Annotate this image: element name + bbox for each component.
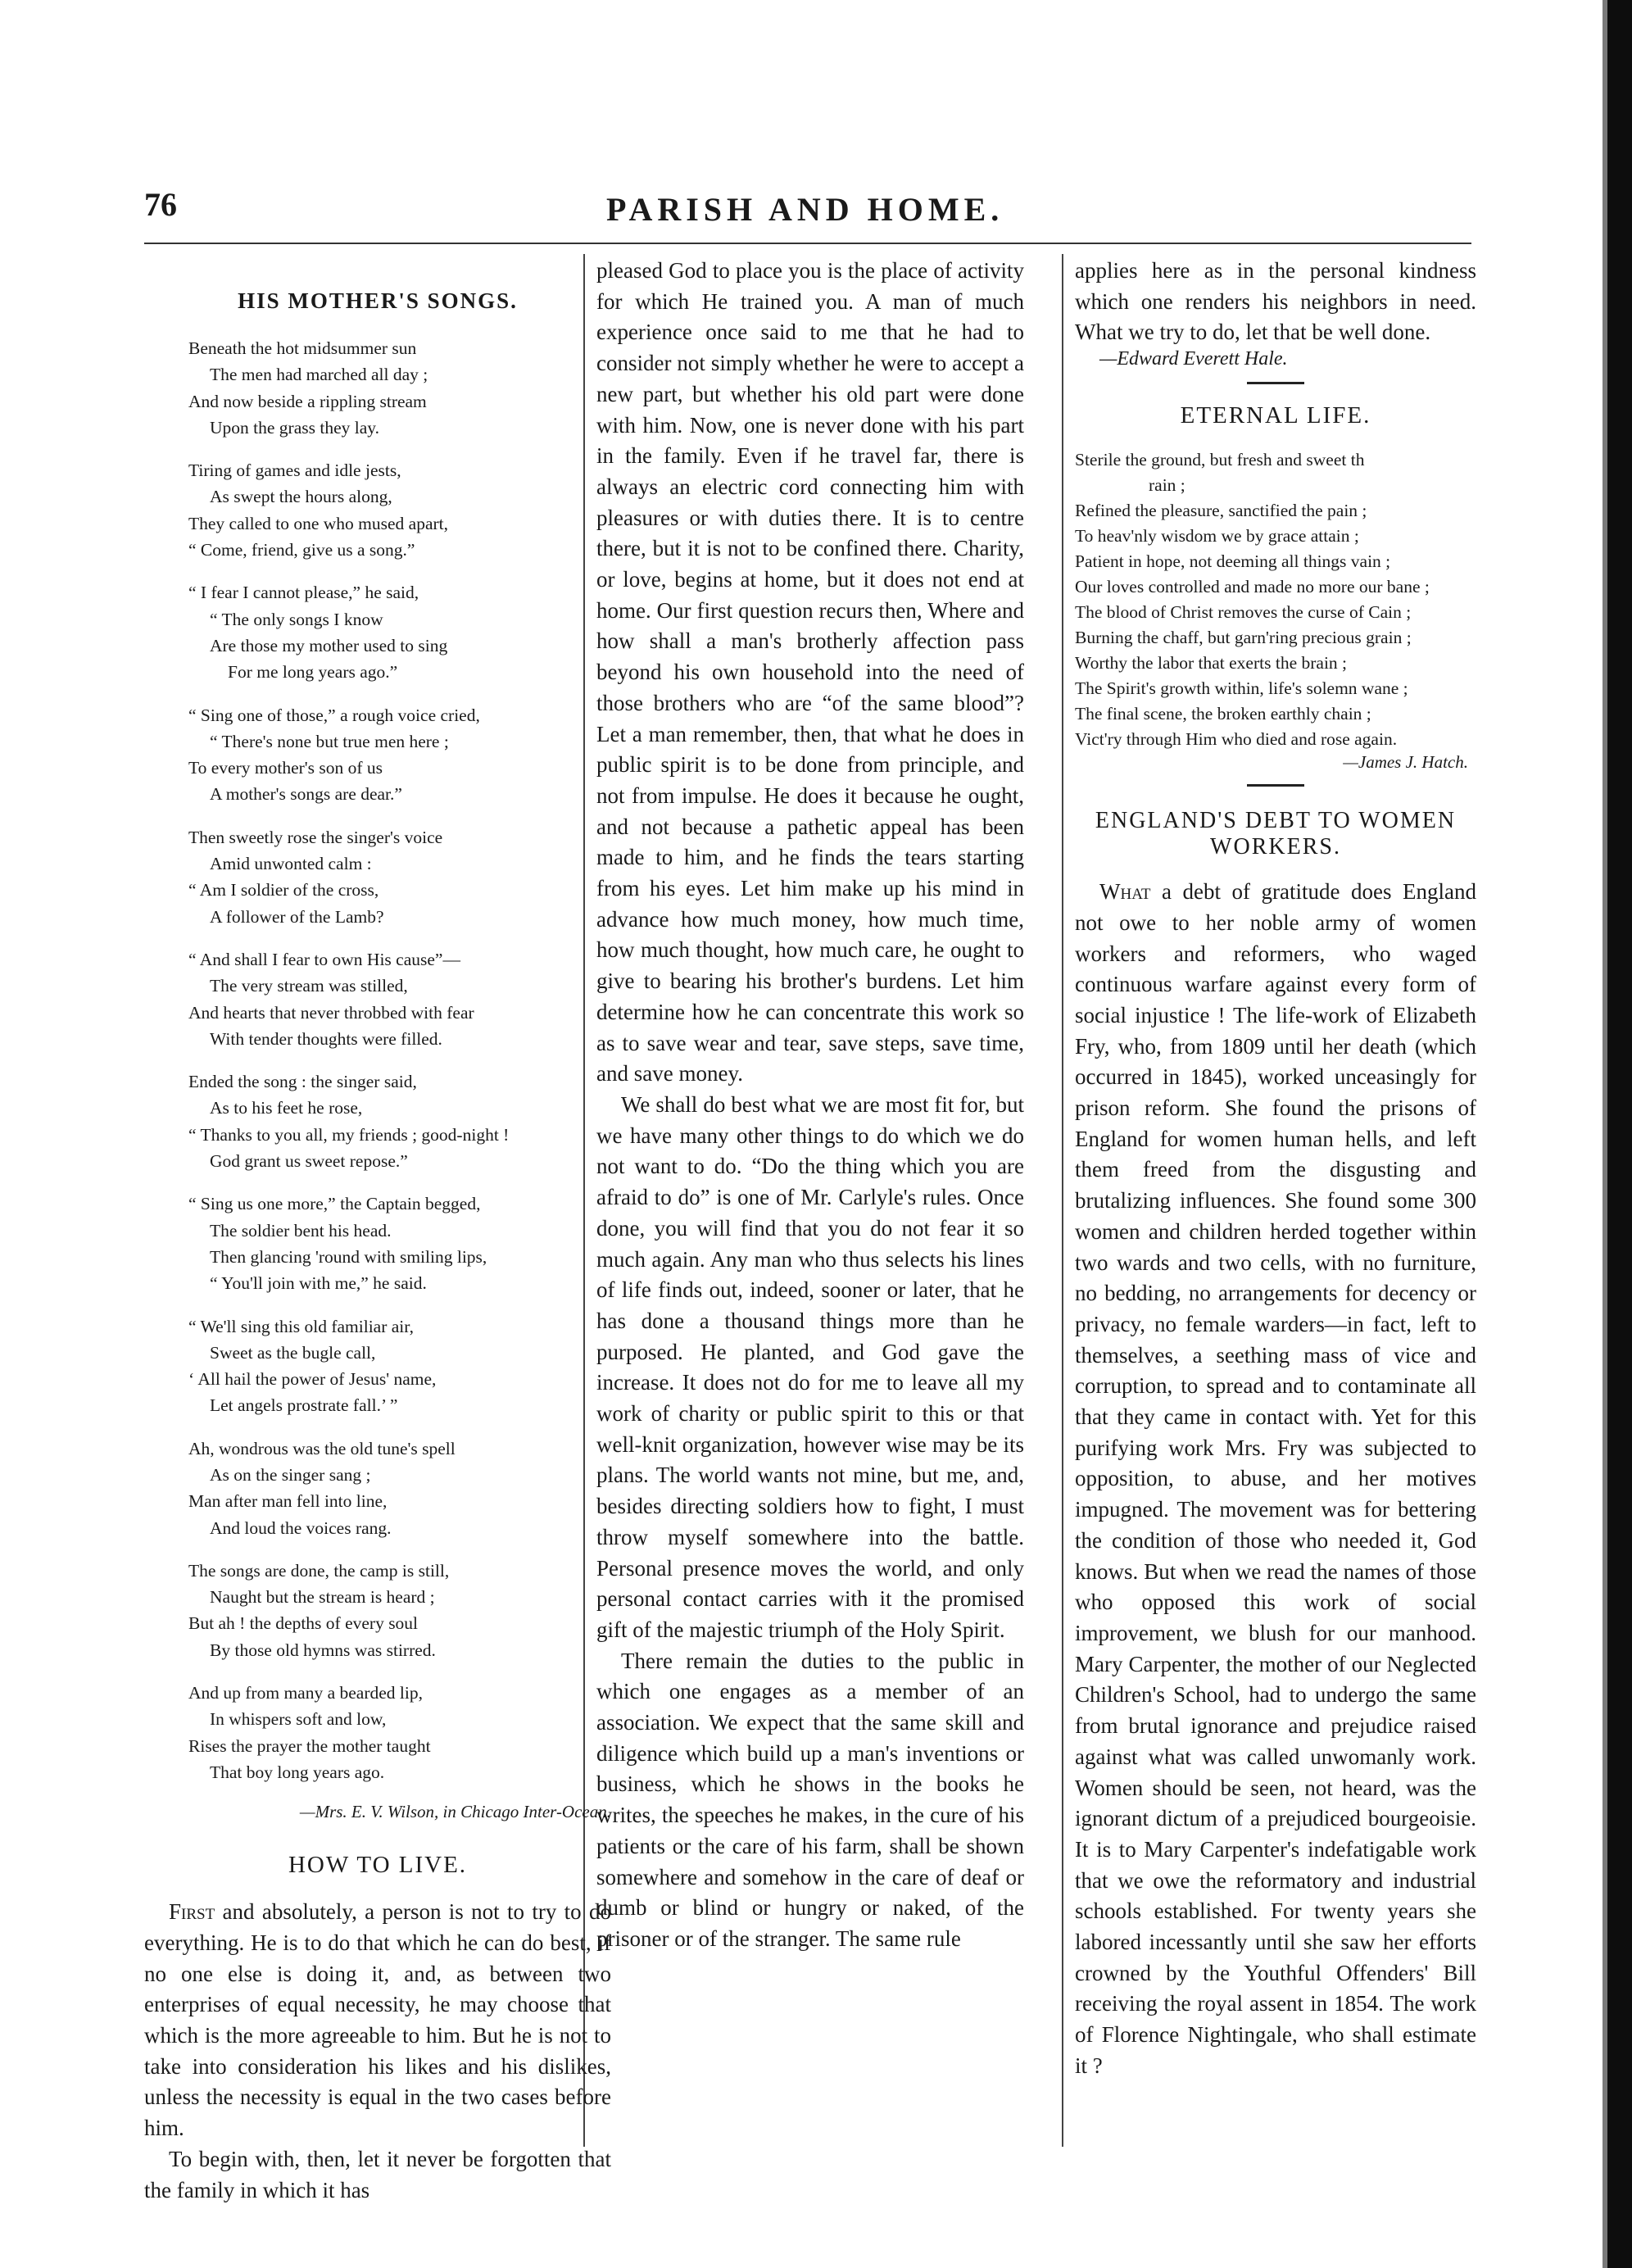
- verse-line: And now beside a rippling stream: [188, 391, 427, 411]
- verse-line: Beneath the hot midsummer sun: [188, 338, 417, 358]
- verse-line: “ Come, friend, give us a song.”: [188, 540, 415, 560]
- verse-line: The very stream was stilled,: [210, 976, 408, 996]
- paragraph: applies here as in the personal kindness which one renders his neighbors in need. What we try to do, let that be well done.: [1075, 258, 1476, 345]
- verse-line: The songs are done, the camp is still,: [188, 1560, 450, 1581]
- paragraph: To begin with, then, let it never be forgotten that the family in which it has: [144, 2146, 611, 2202]
- verse-line: Are those my mother used to sing: [210, 635, 448, 655]
- verse-line: Let angels prostrate fall.’ ”: [210, 1395, 398, 1416]
- verse-line: God grant us sweet repose.”: [210, 1151, 408, 1172]
- verse-line: Upon the grass they lay.: [210, 417, 379, 438]
- section-title-englands-debt-line-2: WORKERS.: [1210, 834, 1341, 860]
- header-rule: [144, 243, 1471, 244]
- verse-line: As to his feet he rose,: [210, 1098, 363, 1118]
- stanza: [188, 946, 611, 1052]
- poem-attribution: —Mrs. E. V. Wilson, in Chicago Inter-Ocean.: [299, 1802, 611, 1822]
- verse-line: In whispers soft and low,: [210, 1709, 387, 1730]
- page-edge-border: [1607, 0, 1632, 2268]
- stanza: [188, 702, 611, 808]
- verse-line: “ Am I soldier of the cross,: [188, 880, 379, 900]
- stanza: [188, 335, 611, 441]
- verse-line: By those old hymns was stirred.: [210, 1640, 436, 1660]
- poem-body: [1075, 447, 1476, 752]
- drop-lead-word: First: [169, 1899, 215, 1925]
- verse-line: Burning the chaff, but garn'ring precious grain ;: [1075, 628, 1412, 648]
- verse-line: As on the singer sang ;: [210, 1464, 371, 1485]
- paragraph: and absolutely, a person is not to try to do everything. He is to do that which he can do best, if no one else is doing it, and, as between two enterprises of equal necessity, he may choose that which is the more agreeable to him. But he is not to take into consideration his likes and his dislikes, unless the necessity is equal in the two cases before him.: [144, 1899, 611, 2141]
- verse-line: Sterile the ground, but fresh and sweet th: [1075, 450, 1365, 470]
- verse-line: Sweet as the bugle call,: [210, 1342, 376, 1363]
- verse-line: But ah ! the depths of every soul: [188, 1613, 419, 1634]
- column-1: [144, 262, 611, 2206]
- verse-line: “ Sing us one more,” the Captain begged,: [188, 1194, 481, 1214]
- verse-line: To every mother's son of us: [188, 758, 383, 778]
- verse-line: Then sweetly rose the singer's voice: [188, 827, 443, 847]
- section-title-how-to-live: HOW TO LIVE.: [288, 1852, 468, 1879]
- verse-line: “ We'll sing this old familiar air,: [188, 1316, 414, 1336]
- verse-line: With tender thoughts were filled.: [210, 1028, 442, 1049]
- poem-title-eternal-life: ETERNAL LIFE.: [1180, 402, 1371, 429]
- verse-line: Ended the song : the singer said,: [188, 1072, 417, 1092]
- verse-line: And hearts that never throbbed with fear: [188, 1002, 474, 1023]
- verse-line: Patient in hope, not deeming all things vain ;: [1075, 551, 1391, 572]
- drop-lead-word: What: [1099, 879, 1151, 905]
- poem-eternal-life: [1075, 402, 1476, 773]
- verse-line: The Spirit's growth within, life's solemn wane ;: [1075, 678, 1408, 699]
- stanza: [188, 824, 611, 930]
- verse-line: “ The only songs I know: [210, 609, 383, 629]
- verse-line: “ You'll join with me,” he said.: [210, 1273, 427, 1294]
- stanza: [188, 1558, 611, 1663]
- poem-attribution: —James J. Hatch.: [1343, 752, 1468, 773]
- stanza: [188, 1191, 611, 1296]
- poem-body: [144, 335, 611, 1785]
- verse-line: The blood of Christ removes the curse of Cain ;: [1075, 602, 1412, 623]
- verse-line: A follower of the Lamb?: [210, 906, 384, 927]
- verse-line: To heav'nly wisdom we by grace attain ;: [1075, 526, 1359, 547]
- verse-line: “ I fear I cannot please,” he said,: [188, 583, 419, 603]
- verse-line: Then glancing 'round with smiling lips,: [210, 1246, 487, 1267]
- section-title-englands-debt-line-1: ENGLAND'S DEBT TO WOMEN: [1095, 808, 1457, 834]
- verse-line: They called to one who mused apart,: [188, 513, 449, 533]
- verse-line: For me long years ago.”: [228, 662, 398, 683]
- separator-rule: [1247, 382, 1304, 384]
- stanza: [188, 1680, 611, 1785]
- column-2: [596, 256, 1024, 1955]
- paragraph: We shall do best what we are most fit for, but we have many other things to do which we do not want to do. “Do the thing which you are afraid to do” is one of Mr. Carlyle's rules. Once done, you will find that you do not fear it so much again. Any man who thus selects his lines of life finds out, indeed, sooner or later, that he has done a thousand things more than he purposed. He planted, and God gave the increase. It does not do for me to leave all my work of charity or public spirit to this or that well-knit organization, however wise may be its plans. The world wants not mine, but me, and, besides directing soldiers how to fight, I must throw myself somewhere into the battle. Personal presence moves the world, and only personal contact carries with it the promised gift of the majestic triumph of the Holy Spirit.: [596, 1091, 1024, 1642]
- verse-line: That boy long years ago.: [210, 1762, 385, 1782]
- verse-line: And loud the voices rang.: [210, 1517, 392, 1538]
- verse-line: Amid unwonted calm :: [210, 854, 372, 874]
- verse-line: A mother's songs are dear.”: [210, 784, 402, 805]
- stanza: [188, 457, 611, 563]
- verse-line: Ah, wondrous was the old tune's spell: [188, 1438, 456, 1458]
- verse-line: The soldier bent his head.: [210, 1220, 392, 1241]
- stanza: [188, 579, 611, 685]
- poem-title: HIS MOTHER'S SONGS.: [238, 288, 518, 313]
- verse-line: The final scene, the broken earthly chain ;: [1075, 704, 1371, 724]
- column-divider-2: [1062, 254, 1063, 2147]
- separator-rule: [1247, 784, 1304, 787]
- verse-line: As swept the hours along,: [210, 487, 392, 507]
- verse-line: “ There's none but true men here ;: [210, 731, 449, 751]
- verse-line: Man after man fell into line,: [188, 1491, 388, 1512]
- verse-line: Tiring of games and idle jests,: [188, 460, 401, 481]
- verse-line: Our loves controlled and made no more our bane ;: [1075, 577, 1430, 597]
- verse-line: Worthy the labor that exerts the brain ;: [1075, 653, 1348, 674]
- verse-line: Rises the prayer the mother taught: [188, 1735, 431, 1756]
- article-how-to-live-ending: [1075, 256, 1476, 348]
- stanza: [188, 1068, 611, 1174]
- verse-line: “ Thanks to you all, my friends ; good-night !: [188, 1124, 510, 1145]
- verse-line: “ Sing one of those,” a rough voice cried,: [188, 705, 480, 725]
- verse-line: ‘ All hail the power of Jesus' name,: [188, 1369, 437, 1390]
- column-3: [1075, 256, 1476, 2082]
- verse-line: “ And shall I fear to own His cause”—: [188, 949, 460, 969]
- paragraph: a debt of gratitude does England not owe to her noble army of women workers and reformers, who waged continuous warfare against every form of social injustice ! The life-work of Elizabeth Fry, who, from 1809 until her death (which occurred in 1845), worked unceasingly for prison reform. She found the prisons of England for women human hells, and left them freed from the disgusting and brutalizing influences. She found some 300 women and children herded together within two wards and two cells, with no furniture, no bedding, no arrangements for decency or privacy, no female warders—in fact, left to themselves, a seething mass of vice and corruption, to spread and to contaminate all that they came in contact with. Yet for this purifying work Mrs. Fry was subjected to opposition, to abuse, and her motives impugned. The movement was for bettering the condition of those who needed it, God knows. But when we read the names of those who opposed this work of social improvement, we blush for our manhood. Mary Carpenter, the mother of our Neglected Children's School, had to undergo the same from brutal ignorance and prejudice raised against what was called unwomanly work. Women should be seen, not heard, was the ignorant dictum of a prejudiced bourgeoisie. It is to Mary Carpenter's indefatigable work that we owe the reformatory and industrial schools established. For twenty years she labored incessantly until she saw her efforts crowned by the Youthful Offenders' Bill receiving the royal assent in 1854. The work of Florence Nightingale, who shall estimate it ?: [1075, 879, 1476, 2078]
- verse-line: Refined the pleasure, sanctified the pain ;: [1075, 501, 1367, 521]
- stanza: [188, 1436, 611, 1541]
- stanza: [188, 1313, 611, 1419]
- article-how-to-live-part-1: [144, 1897, 611, 2206]
- verse-line: The men had marched all day ;: [210, 365, 428, 385]
- page-title: PARISH AND HOME.: [606, 191, 1004, 228]
- article-attribution: —Edward Everett Hale.: [1099, 348, 1288, 370]
- article-how-to-live-part-2: [596, 256, 1024, 1955]
- paragraph: pleased God to place you is the place of activity for which He trained you. A man of much experience once said to me that he had to consider not simply whether he were to accept a new part, but whether his old part were done with him. Now, one is never done with his part in the family. Even if he travel far, there is always an electric cord connecting him with pleasures or with duties there. It is to centre there, but it is not to be confined there. Charity, or love, begins at home, but it does not end at home. Our first question recurs then, Where and how shall a man's brotherly affection pass beyond his own household into the need of those brothers who are “of the same blood”? Let a man remember, then, that what he does in public spirit is to be done from principle, and not from impulse. He does it because he ought, and not because a pathetic appeal has been made to him, and he finds the tears starting from his eyes. Let him make up his mind in advance how much money, how much time, how much thought, how much care, he ought to give to bearing his brother's burdens. Let him determine how he can concentrate this work so as to save wear and tear, save steps, save time, and save money.: [596, 258, 1024, 1086]
- verse-line: Naught but the stream is heard ;: [210, 1587, 435, 1608]
- page-number: 76: [144, 186, 177, 223]
- paragraph: There remain the duties to the public in which one engages as a member of an association. We expect that the same skill and diligence which build up a man's inventions or business, which he shows in the books he writes, the speeches he makes, in the cure of his patients or the care of his farm, shall be shown somewhere and somehow in the care of deaf or dumb or blind or hungry or naked, of the prisoner or of the stranger. The same rule: [596, 1648, 1024, 1951]
- verse-line: Vict'ry through Him who died and rose again.: [1075, 729, 1398, 750]
- article-englands-debt: [1075, 877, 1476, 2081]
- verse-line: rain ;: [1149, 475, 1185, 496]
- verse-line: And up from many a bearded lip,: [188, 1683, 423, 1703]
